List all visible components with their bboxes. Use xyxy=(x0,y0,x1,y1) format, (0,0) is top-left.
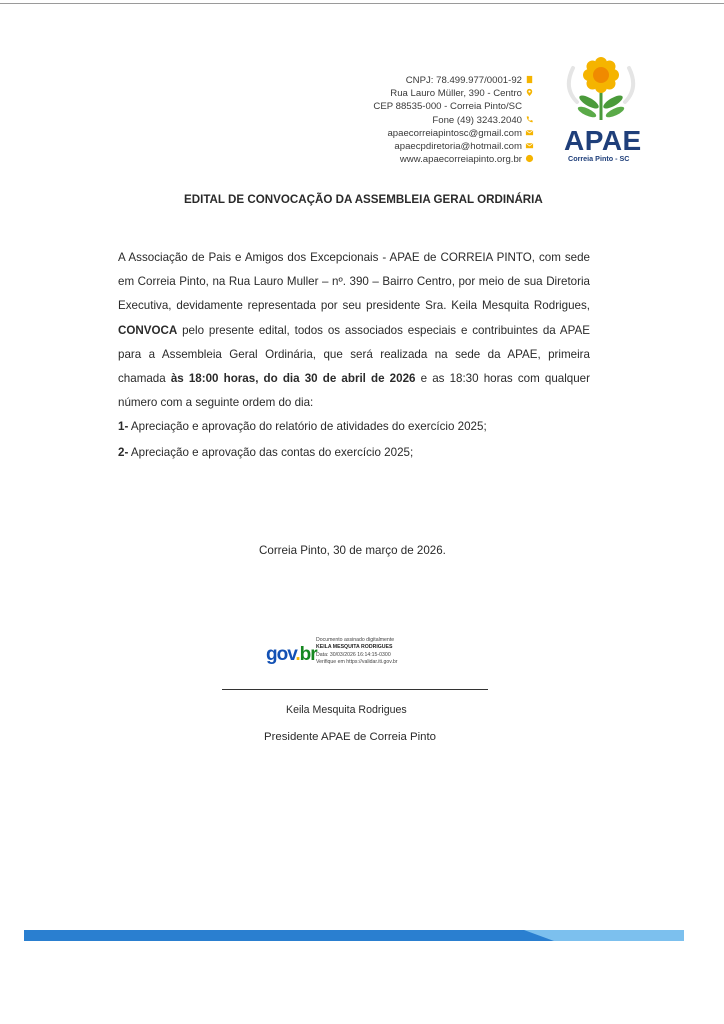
govbr-logo-part: gov xyxy=(266,644,296,665)
body-text-part: e as 18:30 horas com qualquer número com a seguinte ordem do dia: xyxy=(118,372,590,410)
contact-address: Rua Lauro Müller, 390 - Centro xyxy=(373,87,534,100)
agenda-text: Apreciação e aprovação das contas do exercício 2025; xyxy=(128,446,414,459)
header-contact-block xyxy=(373,74,534,166)
govbr-logo-part: br xyxy=(299,644,317,665)
mail-icon xyxy=(525,141,534,150)
contact-cnpj: CNPJ: 78.499.977/0001-92 xyxy=(373,74,534,87)
phone-icon xyxy=(525,115,534,124)
flower-icon xyxy=(583,57,619,93)
contact-email-1: apaecorreiapintosc@gmail.com xyxy=(373,127,534,140)
signature-line xyxy=(222,689,488,690)
body-text-part: A Associação de Pais e Amigos dos Excepcionais - APAE de CORREIA PINTO, com sede em Correia Pinto, na Rua Lauro Muller – nº. 390 – Bairro Centro, por meio de sua Diretoria Executiva, devidamente representada por seu presidente Sra. Keila Mesquita Rodrigues, xyxy=(118,251,590,313)
contact-cep: CEP 88535-000 - Correia Pinto/SC xyxy=(373,101,522,113)
signatory-role: Presidente APAE de Correia Pinto xyxy=(264,731,437,743)
contact-email-2: apaecpdiretoria@hotmail.com xyxy=(373,140,534,153)
footer-bar xyxy=(24,930,684,941)
date-line: Correia Pinto, 30 de março de 2026. xyxy=(259,544,446,557)
map-pin-icon xyxy=(525,88,534,97)
body-paragraph xyxy=(118,246,590,415)
agenda-text: Apreciação e aprovação do relatório de atividades do exercício 2025; xyxy=(128,420,487,433)
document-title: EDITAL DE CONVOCAÇÃO DA ASSEMBLEIA GERAL ORDINÁRIA xyxy=(184,193,543,206)
globe-icon xyxy=(525,154,534,163)
govbr-logo xyxy=(266,644,317,666)
agenda-item xyxy=(118,420,487,433)
signature-info-line: KEILA MESQUITA RODRIGUES xyxy=(316,644,393,651)
agenda-item xyxy=(118,446,413,459)
agenda-number: 1- xyxy=(118,420,129,433)
signature-info xyxy=(316,637,398,667)
signatory-name: Keila Mesquita Rodrigues xyxy=(286,704,407,716)
mail-icon xyxy=(525,128,534,137)
contact-website: www.apaecorreiapinto.org.br xyxy=(373,153,534,166)
top-rule xyxy=(0,3,724,4)
body-bold-datetime: às 18:00 horas, do dia 30 de abril de 2026 xyxy=(170,372,416,386)
govbr-logo-part: . xyxy=(295,644,300,665)
signature-info-line: Data: 30/03/2026 16:14:15-0300 xyxy=(316,651,391,658)
logo-text: APAE xyxy=(564,125,642,156)
logo-subtext: Correia Pinto - SC xyxy=(568,154,630,163)
document-icon xyxy=(525,75,534,84)
body-bold-convoca: CONVOCA xyxy=(118,323,178,337)
contact-phone: Fone (49) 3243.2040 xyxy=(373,114,534,127)
body-text-part: pelo presente edital, todos os associados especiais e contribuintes da APAE para a Assembleia Geral Ordinária, que será realizada na sede da APAE, primeira chamada xyxy=(118,323,590,386)
signature-info-line: Verifique em https://validar.iti.gov.br xyxy=(316,659,398,666)
signature-info-line: Documento assinado digitalmente xyxy=(316,637,395,643)
digital-signature-stamp xyxy=(264,636,444,676)
agenda-number: 2- xyxy=(118,446,129,459)
